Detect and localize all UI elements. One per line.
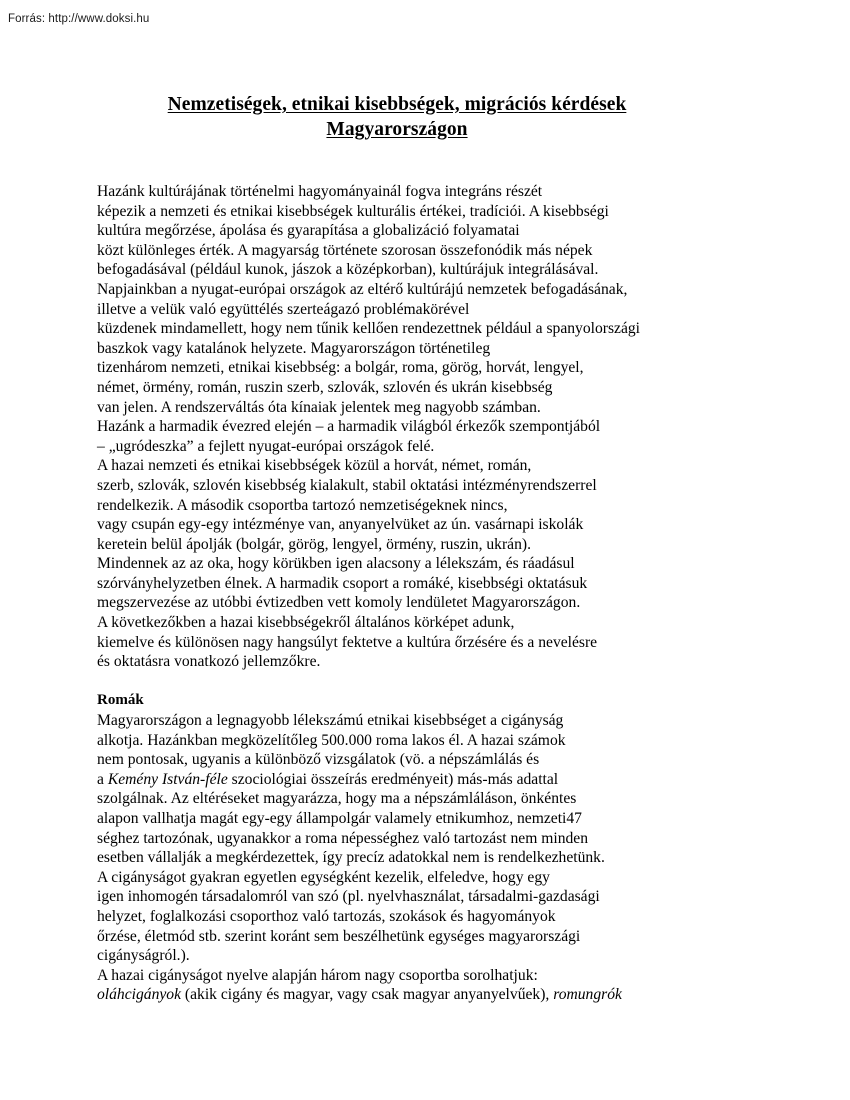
romak-line-after-1: alapon vallhatja magát egy-egy állampolgár valamely etnikumhoz, nemzeti47 xyxy=(97,810,582,827)
kemeny-line-suffix: szociológiai összeírás eredményeit) más-más adattal xyxy=(227,770,559,788)
romak-last-line xyxy=(97,985,697,1005)
intro-line-1: képezik a nemzeti és etnikai kisebbségek kulturális értékei, tradíciói. A kisebbségi xyxy=(97,202,609,220)
romungrok-word: romungrók xyxy=(553,986,622,1004)
intro-paragraph xyxy=(97,182,697,672)
intro-line-4: befogadásával (például kunok, jászok a középkorban), kultúrájuk integrálásával. xyxy=(97,261,599,279)
romak-line-kemeny xyxy=(97,770,697,790)
intro-line-9: tizenhárom nemzeti, etnikai kisebbség: a bolgár, roma, görög, horvát, lengyel, xyxy=(97,359,584,377)
romak-line-after-7: őrzése, életmód stb. szerint koránt sem beszélhetünk egységes magyarországi xyxy=(97,927,581,945)
page-title-line-2: Magyarországon xyxy=(326,119,468,140)
source-url-header: Forrás: http://www.doksi.hu xyxy=(8,13,150,25)
intro-line-15: szerb, szlovák, szlovén kisebbség kialakult, stabil oktatási intézményrendszerrel xyxy=(97,476,597,494)
romak-line-after-3: esetben vállalják a megkérdezettek, így precíz adatokkal nem is rendelkezhetünk. xyxy=(97,849,605,867)
paragraph-gap xyxy=(97,672,697,692)
intro-line-17: vagy csupán egy-egy intézménye van, anyanyelvüket az ún. vasárnapi iskolák xyxy=(97,516,584,534)
romak-line-after-0: szolgálnak. Az eltéréseket magyarázza, hogy ma a népszámláláson, önkéntes xyxy=(97,790,577,808)
last-line-middle: (akik cigány és magyar, vagy csak magyar anyanyelvűek) xyxy=(181,986,546,1004)
intro-line-21: megszervezése az utóbbi évtizedben vett komoly lendületet Magyarországon. xyxy=(97,594,581,612)
romak-line-after-5: igen inhomogén társadalomról van szó (pl. nyelvhasználat, társadalmi-gazdasági xyxy=(97,888,600,906)
intro-line-0: Hazánk kultúrájának történelmi hagyományainál fogva integráns részét xyxy=(97,183,543,200)
intro-line-22: A következőkben a hazai kisebbségekről általános körképet adunk, xyxy=(97,614,515,632)
romak-lines-after xyxy=(97,789,697,985)
page-title xyxy=(97,92,697,142)
intro-line-12: Hazánk a harmadik évezred elején – a harmadik világból érkezők szempontjából xyxy=(97,418,601,436)
intro-line-23: kiemelve és különösen nagy hangsúlyt fektetve a kultúra őrzésére és a nevelésre xyxy=(97,633,598,651)
document-body xyxy=(97,92,697,1005)
intro-line-8: baszkok vagy katalánok helyzete. Magyarországon történetileg xyxy=(97,339,491,357)
intro-line-24: és oktatásra vonatkozó jellemzőkre. xyxy=(97,653,321,671)
intro-line-13: – „ugródeszka” a fejlett nyugat-európai országok felé. xyxy=(97,437,435,455)
section-romak xyxy=(97,691,697,1005)
intro-line-5: Napjainkban a nyugat-európai országok az eltérő kultúrájú nemzetek befogadásának, xyxy=(97,280,628,298)
romak-lines-before xyxy=(97,711,697,770)
intro-line-20: szórványhelyzetben élnek. A harmadik csoport a romáké, kisebbségi oktatásuk xyxy=(97,574,588,592)
title-spacer xyxy=(97,142,697,182)
intro-line-6: illetve a velük való együttélés szerteágazó problémakörével xyxy=(97,300,470,318)
kemeny-istvan-fele-italic: Kemény István-féle xyxy=(107,770,228,788)
romak-line-1: alkotja. Hazánkban megközelítőleg 500.000 roma lakos él. A hazai számok xyxy=(97,731,566,749)
page-title-line-1: Nemzetiségek, etnikai kisebbségek, migrációs kérdések xyxy=(167,94,627,115)
romak-line-after-8: cigányságról.). xyxy=(97,947,190,965)
intro-line-14: A hazai nemzeti és etnikai kisebbségek közül a horvát, német, román, xyxy=(97,457,532,475)
romak-line-0: Magyarországon a legnagyobb lélekszámú etnikai kisebbséget a cigányság xyxy=(97,712,564,730)
romungrok-italic: , romungrók xyxy=(545,986,622,1004)
olahciganyok-italic: oláhcigányok xyxy=(97,986,182,1004)
kemeny-line-prefix: a xyxy=(97,770,108,788)
intro-line-10: német, örmény, román, ruszin szerb, szlovák, szlovén és ukrán kisebbség xyxy=(97,378,553,396)
intro-line-3: közt különleges érték. A magyarság története szorosan összefonódik más népek xyxy=(97,241,593,259)
intro-line-16: rendelkezik. A második csoportba tartozó nemzetiségeknek nincs, xyxy=(97,496,508,514)
intro-line-2: kultúra megőrzése, ápolása és gyarapítása a globalizáció folyamatai xyxy=(97,222,520,240)
intro-line-18: keretein belül ápolják (bolgár, görög, lengyel, örmény, ruszin, ukrán). xyxy=(97,535,531,553)
intro-line-11: van jelen. A rendszerváltás óta kínaiak jelentek meg nagyobb számban. xyxy=(97,398,541,416)
romak-line-2: nem pontosak, ugyanis a különböző vizsgálatok (vö. a népszámlálás és xyxy=(97,751,540,769)
romak-line-after-4: A cigányságot gyakran egyetlen egységként kezelik, elfeledve, hogy egy xyxy=(97,868,550,886)
intro-line-19: Mindennek az az oka, hogy körükben igen alacsony a lélekszám, és ráadásul xyxy=(97,555,575,573)
romak-line-after-6: helyzet, foglalkozási csoporthoz való tartozás, szokások és hagyományok xyxy=(97,907,556,925)
romak-line-after-9: A hazai cigányságot nyelve alapján három nagy csoportba sorolhatjuk: xyxy=(97,966,538,984)
romak-line-after-2: séghez tartozónak, ugyanakkor a roma népességhez való tartozást nem minden xyxy=(97,829,589,847)
intro-line-7: küzdenek mindamellett, hogy nem tűnik kellően rendezettnek például a spanyolországi xyxy=(97,320,641,338)
section-heading-romak: Romák xyxy=(97,692,144,709)
